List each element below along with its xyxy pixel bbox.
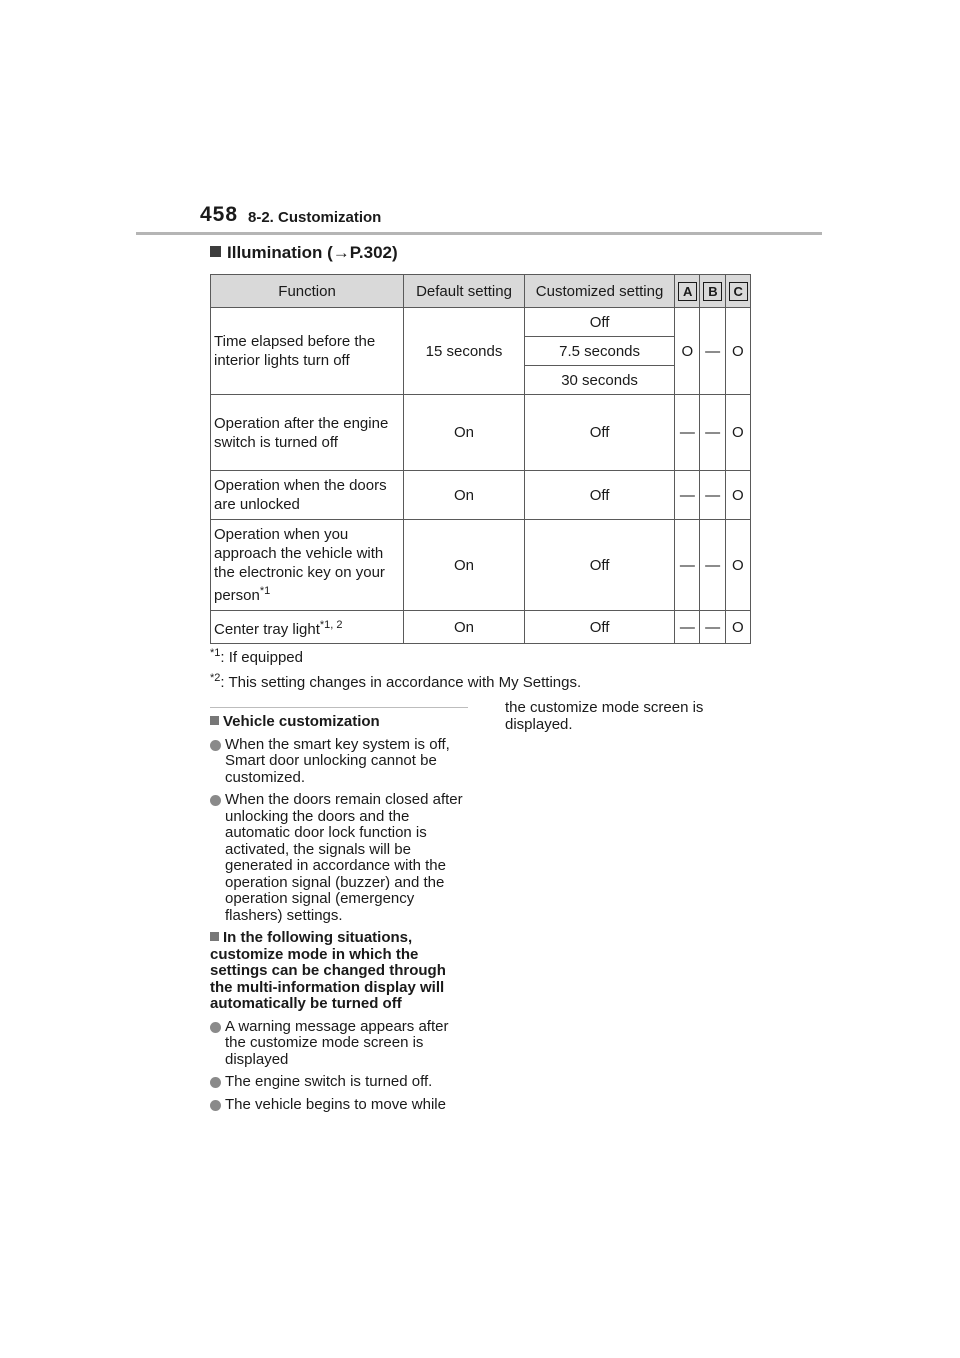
continued-text: the customize mode screen is displayed. — [505, 699, 704, 733]
page-number: 458 — [200, 203, 239, 226]
list-item — [210, 792, 470, 924]
header-function: Function — [211, 275, 404, 308]
row-function-text: Center tray light — [214, 620, 320, 638]
header-a — [675, 275, 700, 308]
row-option: 30 seconds — [524, 366, 674, 395]
row-b: — — [700, 395, 725, 471]
list-item — [210, 1019, 470, 1069]
header-rule — [136, 232, 822, 235]
row-function: Operation when the doors are unlocked — [211, 471, 404, 520]
footnote — [210, 647, 303, 666]
bullet-icon — [210, 740, 221, 751]
box-c-icon: C — [729, 282, 748, 301]
box-a-icon: A — [678, 282, 697, 301]
list-item — [210, 1074, 470, 1091]
table-header-row — [211, 275, 751, 308]
square-bullet-icon — [210, 932, 219, 941]
row-a: — — [675, 471, 700, 520]
subheading-text: Vehicle customization — [223, 713, 380, 730]
row-default: On — [404, 520, 525, 611]
row-customized: Off — [524, 611, 674, 644]
header-customized: Customized setting — [524, 275, 674, 308]
table-row — [211, 520, 751, 611]
row-function-text: Operation when you approach the vehicle with the electronic key on your person — [214, 526, 385, 604]
page-header — [0, 0, 960, 240]
bullet-icon — [210, 1077, 221, 1088]
list-item-text: The engine switch is turned off. — [225, 1073, 433, 1090]
table-row — [211, 395, 751, 471]
row-c: O — [725, 308, 750, 395]
row-option: 7.5 seconds — [524, 337, 674, 366]
row-a: O — [675, 308, 700, 395]
list-item-text: When the smart key system is off, Smart door unlocking cannot be customized. — [225, 735, 450, 786]
list-item — [210, 1097, 470, 1114]
row-customized: Off — [524, 520, 674, 611]
header-default: Default setting — [404, 275, 525, 308]
subheading — [210, 930, 470, 1013]
row-c: O — [725, 611, 750, 644]
row-b: — — [700, 308, 725, 395]
square-bullet-icon — [210, 246, 221, 257]
square-bullet-icon — [210, 716, 219, 725]
row-b: — — [700, 520, 725, 611]
header-c — [725, 275, 750, 308]
row-function — [211, 520, 404, 611]
footnote — [210, 672, 581, 691]
settings-table — [210, 274, 751, 644]
row-customized: Off — [524, 471, 674, 520]
arrow-icon: → — [332, 243, 350, 262]
section-title — [210, 243, 398, 263]
list-item-text: A warning message appears after the customize mode screen is displayed — [225, 1017, 449, 1068]
list-item-text: When the doors remain closed after unlocking the doors and the automatic door lock function is activated, the signals will be generated in accordance with the operation signal (buzzer) and the operation signal (emergency flashers) settings. — [225, 791, 463, 924]
row-default: On — [404, 395, 525, 471]
table-row — [211, 308, 751, 337]
row-c: O — [725, 395, 750, 471]
chapter-title: 8-2. Customization — [248, 209, 382, 226]
bullet-icon — [210, 1100, 221, 1111]
table-row — [211, 611, 751, 644]
row-default: On — [404, 611, 525, 644]
subheading-text: In the following situations, customize mode in which the settings can be changed through the multi-information display will automatically be turned off — [210, 929, 446, 1012]
subheading — [210, 714, 470, 731]
row-a: — — [675, 520, 700, 611]
row-customized: Off — [524, 395, 674, 471]
row-a: — — [675, 395, 700, 471]
header-b — [700, 275, 725, 308]
bullet-icon — [210, 1022, 221, 1033]
row-b: — — [700, 471, 725, 520]
notes-left-column — [210, 708, 470, 1113]
row-b: — — [700, 611, 725, 644]
footnote-ref: *1, 2 — [319, 618, 343, 631]
notes-right-column — [505, 700, 755, 733]
row-c: O — [725, 520, 750, 611]
row-option: Off — [524, 308, 674, 337]
list-item — [210, 737, 470, 787]
row-function — [211, 611, 404, 644]
section-ref[interactable]: P.302) — [349, 243, 398, 262]
row-a: — — [675, 611, 700, 644]
footnote-mark: *1 — [210, 647, 221, 659]
section-title-text: Illumination ( — [227, 243, 333, 262]
bullet-icon — [210, 795, 221, 806]
box-b-icon: B — [703, 282, 722, 301]
row-function: Time elapsed before the interior lights turn off — [211, 308, 404, 395]
row-default: 15 seconds — [404, 308, 525, 395]
list-item-text: The vehicle begins to move while — [225, 1095, 446, 1113]
table-row — [211, 471, 751, 520]
footnote-mark: *2 — [210, 672, 221, 684]
row-function: Operation after the engine switch is turned off — [211, 395, 404, 471]
footnote-text: : If equipped — [220, 649, 303, 666]
row-default: On — [404, 471, 525, 520]
footnote-text: : This setting changes in accordance with My Settings. — [220, 674, 582, 691]
row-c: O — [725, 471, 750, 520]
footnote-ref: *1 — [259, 585, 271, 597]
